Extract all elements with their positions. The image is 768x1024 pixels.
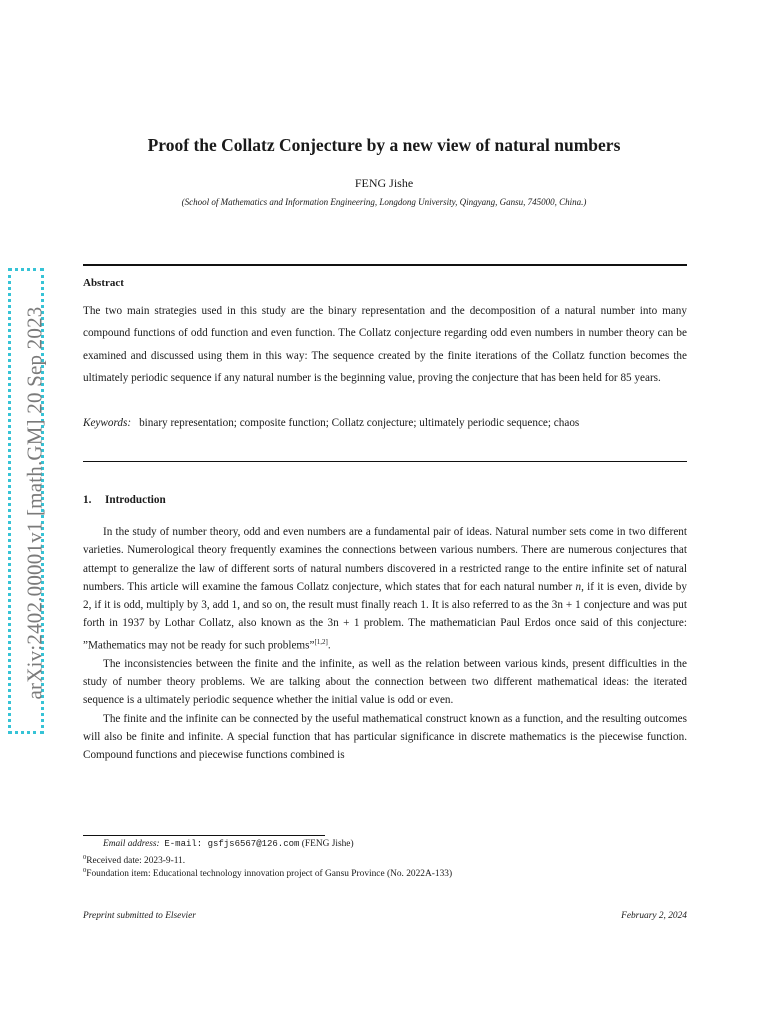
footnote-foundation: $^0$Foundation item: Educational technology innovation project of Gansu Province (No. 2022A-133) — [83, 867, 453, 880]
author-name: FENG Jishe — [354, 176, 414, 190]
abstract-bottom-rule — [83, 461, 687, 462]
paper-title: Proof the Collatz Conjecture by a new view of natural numbers — [147, 135, 621, 155]
paragraph-3: The finite and the infinite can be connected by the useful mathematical construct known as a function, and the resulting outcomes will also be finite and infinite. A special function that has particular significance in discrete mathematics is the piecewise function. Compound functions and piecewise functions combined is — [83, 712, 687, 762]
math-expression: 3n + 1 — [551, 599, 581, 612]
keywords-list: binary representation; composite function; Collatz conjecture; ultimately periodic sequence; chaos — [139, 417, 580, 429]
section-number: 1. — [83, 494, 92, 506]
footer-date: February 2, 2024 — [621, 911, 687, 921]
section-body — [83, 523, 687, 765]
footnote-received: $^0$Received date: 2023-9-11. — [83, 854, 186, 867]
math-n: n — [575, 580, 582, 593]
email-label: Email address: — [103, 839, 160, 849]
section-title: Introduction — [105, 494, 166, 506]
footer-journal: Preprint submitted to Elsevier — [83, 911, 196, 921]
math-expression: 3n + 1 — [327, 617, 360, 630]
abstract-heading: Abstract — [83, 277, 124, 289]
keywords-row — [83, 412, 687, 434]
footnote-rule — [83, 835, 325, 836]
paragraph-1: In the study of number theory, odd and even numbers are a fundamental pair of ideas. Natural number sets come in two different varieties. Numerological theory frequently examines the connections between various numbers. There are numerous conjectures that attempt to generalize the law of different sorts of natural numbers discovered in a restricted range to the entire infinite set of natural numbers. This article will examine the famous Collatz conjecture, which states that for each natural number n, if it is even, divide by 2, if it is odd, multiply by 3, add 1, and so on, the result must finally reach 1. It is also referred to as the 3n + 1 conjecture and was put forth in 1937 by Lothar Collatz, also known as the 3n + 1 problem. The mathematician Paul Erdos once said of this conjecture: ”Mathematics may not be ready for such problems”[1,2]. — [83, 526, 688, 652]
paragraph-2: The inconsistencies between the finite and the infinite, as well as the relation between various kinds, present difficulties in the study of number theory problems. We are talking about the connection between two different mathematical ideas: the iterated sequence is a ultimately periodic sequence whether the initial value is odd or even. — [83, 657, 687, 707]
abstract-text: The two main strategies used in this study are the binary representation and the decomposition of a natural number into many compound functions of odd function and even function. The Collatz conjecture regarding odd even numbers in number theory can be examined and discussed using them in this way: The sequence created by the finite iterations of the Collatz function becomes the ultimately periodic sequence if any natural number is the beginning value, proving the conjecture that has been held for 85 years. — [83, 305, 687, 385]
section-heading — [83, 494, 166, 506]
arxiv-identifier: arXiv:2402.00001v1 [math.GM] 20 Sep 2023 — [22, 306, 47, 700]
footnote-email — [83, 838, 354, 851]
keywords-label: Keywords: — [83, 417, 132, 429]
citation[interactable]: [1,2] — [314, 637, 328, 646]
abstract-top-rule — [83, 264, 687, 266]
email-address[interactable]: E-mail: gsfjs6567@126.com — [164, 839, 300, 849]
email-owner: (FENG Jishe) — [301, 839, 354, 849]
author-affiliation: (School of Mathematics and Information Engineering, Longdong University, Qingyang, Gansu, 745000, China.) — [181, 197, 587, 207]
